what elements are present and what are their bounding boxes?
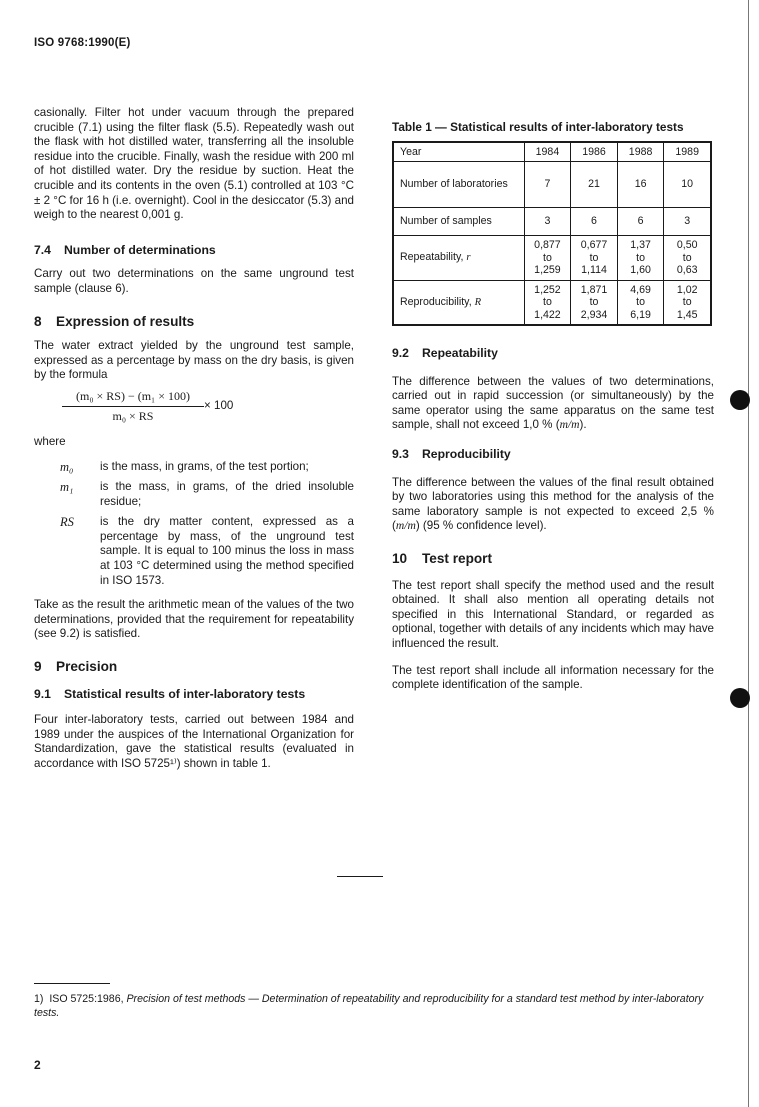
table-row: [393, 280, 711, 325]
section-9-3-text: The difference between the values of the final result obtained by two laboratories using this method for the analysis of the same laboratory sample is not expected to exceed 2,5 % (m/m) (95 % confidence level).: [392, 475, 714, 533]
table-cell: 3: [664, 208, 711, 236]
table-row: [393, 162, 711, 208]
section-7-4-text: Carry out two determinations on the same unground test sample (clause 6).: [34, 267, 354, 295]
section-10-text-1: The test report shall specify the method used and the result obtained. It shall also mention all operating details not specified in this International Standard, or regarded as optional, together with details of any incidents which may have influenced the result.: [392, 578, 714, 650]
table-header-label: Year: [393, 142, 524, 162]
page-number: 2: [34, 1058, 41, 1072]
table-row-label: Repeatability, r: [393, 236, 524, 281]
definition-item: m₀ is the mass, in grams, of the test portion;: [34, 460, 354, 475]
table-row-label: Reproducibility, R: [393, 280, 524, 325]
table-header-row: [393, 142, 711, 162]
continuation-paragraph: casionally. Filter hot under vacuum through the prepared crucible (7.1) using the filter flask (5.5). Repeatedly wash out the flask with hot distilled water, transferring all the insoluble residue into the crucible. Finally, wash the residue with 200 ml of hot distilled water. Dry the residue by suction. Heat the crucible and its contents in the oven (5.1) controlled at 103 °C ± 2 °C for 16 h (i.e. overnight). Cool in the desiccator (5.3) and weigh to the nearest 0,001 g.: [34, 106, 354, 222]
footnote-title: Precision of test methods — Determination of repeatability and reproducibility for a standard test method by inter-laboratory tests.: [34, 993, 704, 1019]
table-cell: 0,50 to 0,63: [664, 236, 711, 281]
table-cell: 1,252 to 1,422: [524, 280, 571, 325]
table-cell: 6: [617, 208, 664, 236]
column-end-rule: [337, 876, 383, 877]
formula-factor: × 100: [204, 398, 234, 412]
table-cell: 7: [524, 162, 571, 208]
footnote-rule: [34, 983, 110, 984]
document-header: ISO 9768:1990(E): [34, 37, 131, 49]
left-column: [34, 106, 354, 772]
section-9-1-heading: 9.1 Statistical results of inter-laboratory tests: [34, 686, 306, 701]
definition-list: [34, 460, 354, 589]
table-row-label: Number of samples: [393, 208, 524, 236]
table-header-year: 1988: [617, 142, 664, 162]
section-8-text: The water extract yielded by the unground test sample, expressed as a percentage by mass on the dry basis, is given by the formula: [34, 339, 354, 382]
table-cell: 3: [524, 208, 571, 236]
table-cell: 0,877 to 1,259: [524, 236, 571, 281]
statistics-table: [392, 141, 712, 327]
table-header-year: 1986: [571, 142, 618, 162]
table-cell: 6: [571, 208, 618, 236]
table-row: [393, 208, 711, 236]
formula-numerator: (m₀ × RS) − (m₁ × 100): [62, 389, 204, 407]
table-header-year: 1989: [664, 142, 711, 162]
symbol-m0: m₀: [60, 459, 74, 474]
section-9-2-text: The difference between the values of two determinations, carried out in rapid succession (or simultaneously) by the same operator using the same apparatus on the same test sample, shall not exceed 1,0 % (m/m).: [392, 374, 714, 432]
page-edge-line: [748, 0, 749, 1107]
formula-denominator: m₀ × RS: [112, 408, 154, 423]
definition-item: m₁ is the mass, in grams, of the dried insoluble residue;: [34, 480, 354, 509]
right-column: [392, 120, 714, 693]
section-9-1-text: Four inter-laboratory tests, carried out between 1984 and 1989 under the auspices of the International Organization for Standardization, gave the statistical results (evaluated in accordance with ISO 5725¹⁾) shown in table 1.: [34, 713, 354, 770]
table-row: [393, 236, 711, 281]
table-cell: 10: [664, 162, 711, 208]
section-10-heading: 10 Test report: [392, 551, 492, 567]
footnote-ref: ISO 5725:1986,: [49, 993, 124, 1005]
symbol-m1: m₁: [60, 480, 74, 495]
table-row-label: Number of laboratories: [393, 162, 524, 208]
section-9-3-heading: 9.3 Reproducibility: [392, 447, 511, 462]
table-cell: 4,69 to 6,19: [617, 280, 664, 325]
definition-item: RS is the dry matter content, expressed as a percentage by mass, of the unground test sample. It is equal to 100 minus the loss in mass at 103 °C determined using the method specified in ISO 1573.: [34, 515, 354, 588]
section-8-result-text: Take as the result the arithmetic mean of the values of the two determinations, provided that the requirement for repeatability (see 9.2) is satisfied.: [34, 598, 354, 641]
section-9-heading: 9 Precision: [34, 659, 118, 675]
footnote: [34, 992, 724, 1020]
table-cell: 1,871 to 2,934: [571, 280, 618, 325]
section-9-2-heading: 9.2 Repeatability: [392, 346, 498, 361]
table-title: Table 1 — Statistical results of inter-laboratory tests: [392, 120, 684, 134]
table-cell: 16: [617, 162, 664, 208]
where-label: where: [34, 434, 66, 448]
table-header-year: 1984: [524, 142, 571, 162]
symbol-rs: RS: [60, 515, 74, 530]
footnote-mark: 1): [34, 993, 44, 1005]
table-cell: 21: [571, 162, 618, 208]
change-bar-dot: [730, 390, 750, 410]
section-8-heading: 8 Expression of results: [34, 313, 195, 329]
table-cell: 1,02 to 1,45: [664, 280, 711, 325]
result-formula: [62, 389, 354, 433]
table-cell: 1,37 to 1,60: [617, 236, 664, 281]
section-7-4-heading: 7.4 Number of determinations: [34, 242, 216, 257]
table-cell: 0,677 to 1,114: [571, 236, 618, 281]
change-bar-dot: [730, 688, 750, 708]
section-10-text-2: The test report shall include all information necessary for the complete identification of the sample.: [392, 663, 714, 692]
